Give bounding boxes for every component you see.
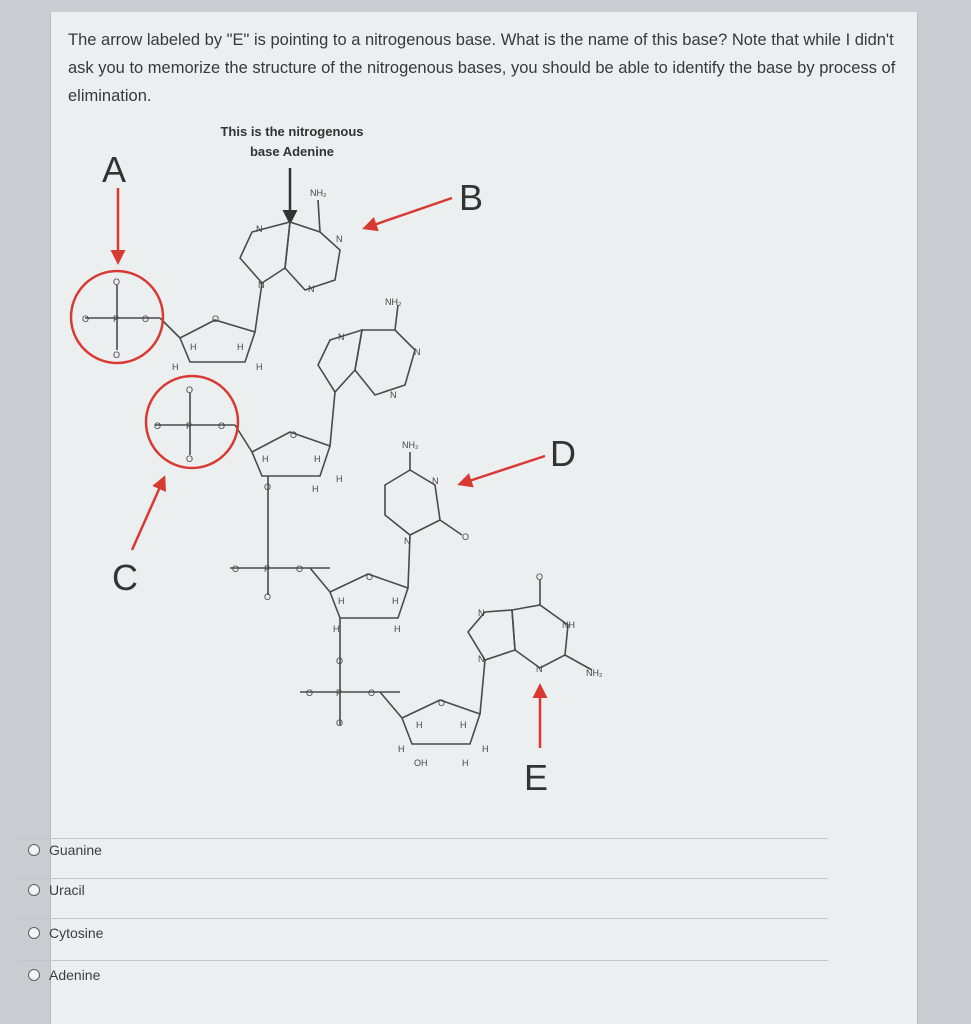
atom-o-12: O xyxy=(264,482,272,492)
atom-p-3: P xyxy=(264,564,271,574)
cytosine-base xyxy=(385,452,462,535)
atom-h-15: H xyxy=(398,744,405,754)
atom-n-8: N xyxy=(432,476,439,486)
choice-label: Guanine xyxy=(49,842,102,858)
atom-nh2-3: NH₂ xyxy=(402,440,419,450)
figure-caption-line2: base Adenine xyxy=(249,144,335,159)
choice-uracil[interactable] xyxy=(28,872,828,908)
atom-h-17: H xyxy=(482,744,489,754)
atom-h-4: H xyxy=(256,362,263,372)
atom-h-8: H xyxy=(336,474,343,484)
atom-h-1: H xyxy=(190,342,197,352)
label-a: A xyxy=(102,149,127,190)
atom-o-10: O xyxy=(290,430,298,440)
radio-circle-icon[interactable] xyxy=(28,969,40,981)
atom-nh2-4: NH₂ xyxy=(586,668,603,678)
atom-h-7: H xyxy=(312,484,319,494)
adenine-base-2 xyxy=(318,305,415,395)
label-d: D xyxy=(550,433,576,474)
arrow-b xyxy=(365,198,452,228)
atom-o-11: O xyxy=(462,532,470,542)
choice-adenine[interactable] xyxy=(28,957,828,993)
arrow-c xyxy=(132,478,164,550)
atom-o-14: O xyxy=(296,564,304,574)
atom-o-1: O xyxy=(212,314,220,324)
atom-nh2-1: NH₂ xyxy=(310,188,327,198)
atom-n-1: N xyxy=(256,224,263,234)
atom-h-2: H xyxy=(237,342,244,352)
atom-n-11: N xyxy=(478,608,485,618)
atom-o-21: O xyxy=(336,718,344,728)
arrow-d xyxy=(460,456,545,484)
atom-o-19: O xyxy=(306,688,314,698)
radio-circle-icon[interactable] xyxy=(28,884,40,896)
choice-label: Cytosine xyxy=(49,925,104,941)
atom-oh: OH xyxy=(414,758,428,768)
atom-o-18: O xyxy=(336,656,344,666)
atom-n-2: N xyxy=(336,234,343,244)
atom-o-7: O xyxy=(154,421,162,431)
label-c: C xyxy=(112,557,138,598)
atom-n-10: N xyxy=(536,664,543,674)
atom-h-10: H xyxy=(392,596,399,606)
question-text: The arrow labeled by "E" is pointing to a nitrogenous base. What is the name of this base? Note that while I didn't ask you to memorize the structure of the nitrogenous bases, you should be able to identify the base by process of elimination. xyxy=(68,31,896,105)
choice-label: Adenine xyxy=(49,967,101,983)
radio-circle-icon[interactable] xyxy=(28,844,40,856)
atom-nh: NH xyxy=(562,620,575,630)
atom-n-3: N xyxy=(308,284,315,294)
atom-n-4: N xyxy=(258,280,265,290)
label-b: B xyxy=(459,177,484,218)
atom-h-13: H xyxy=(416,720,423,730)
label-e: E xyxy=(524,757,549,798)
atom-h-12: H xyxy=(394,624,401,634)
atom-o-3: O xyxy=(142,314,150,324)
atom-n-7: N xyxy=(390,390,397,400)
atom-o-20: O xyxy=(368,688,376,698)
atom-o-9: O xyxy=(186,454,194,464)
atom-o-17: O xyxy=(536,572,544,582)
atom-o-22: O xyxy=(438,698,446,708)
radio-circle-icon[interactable] xyxy=(28,927,40,939)
atom-o-16: O xyxy=(366,572,374,582)
atom-n-5: N xyxy=(338,332,345,342)
atom-o-6: O xyxy=(186,385,194,395)
atom-h-11: H xyxy=(333,624,340,634)
atom-o-5: O xyxy=(113,350,121,360)
atom-h-16: H xyxy=(462,758,469,768)
atom-n-6: N xyxy=(414,347,421,357)
atom-h-14: H xyxy=(460,720,467,730)
atom-o-15: O xyxy=(264,592,272,602)
atom-p-4: P xyxy=(336,688,343,698)
sugar-ring-1 xyxy=(180,320,255,362)
choice-label: Uracil xyxy=(49,882,85,898)
atom-o-8: O xyxy=(218,421,226,431)
atom-o-2: O xyxy=(82,314,90,324)
atom-n-12: N xyxy=(478,654,485,664)
atom-n-9: N xyxy=(404,536,411,546)
figure-caption-line1: This is the nitrogenous xyxy=(220,124,364,139)
atom-h-5: H xyxy=(262,454,269,464)
atom-o-13: O xyxy=(232,564,240,574)
choice-guanine[interactable] xyxy=(28,832,828,868)
atom-h-9: H xyxy=(338,596,345,606)
atom-p-1: P xyxy=(113,314,120,324)
atom-h-6: H xyxy=(314,454,321,464)
atom-h-3: H xyxy=(172,362,179,372)
choice-cytosine[interactable] xyxy=(28,915,828,951)
atom-nh2-2: NH₂ xyxy=(385,297,402,307)
atom-p-2: P xyxy=(186,421,193,431)
atom-o-4: O xyxy=(113,277,121,287)
